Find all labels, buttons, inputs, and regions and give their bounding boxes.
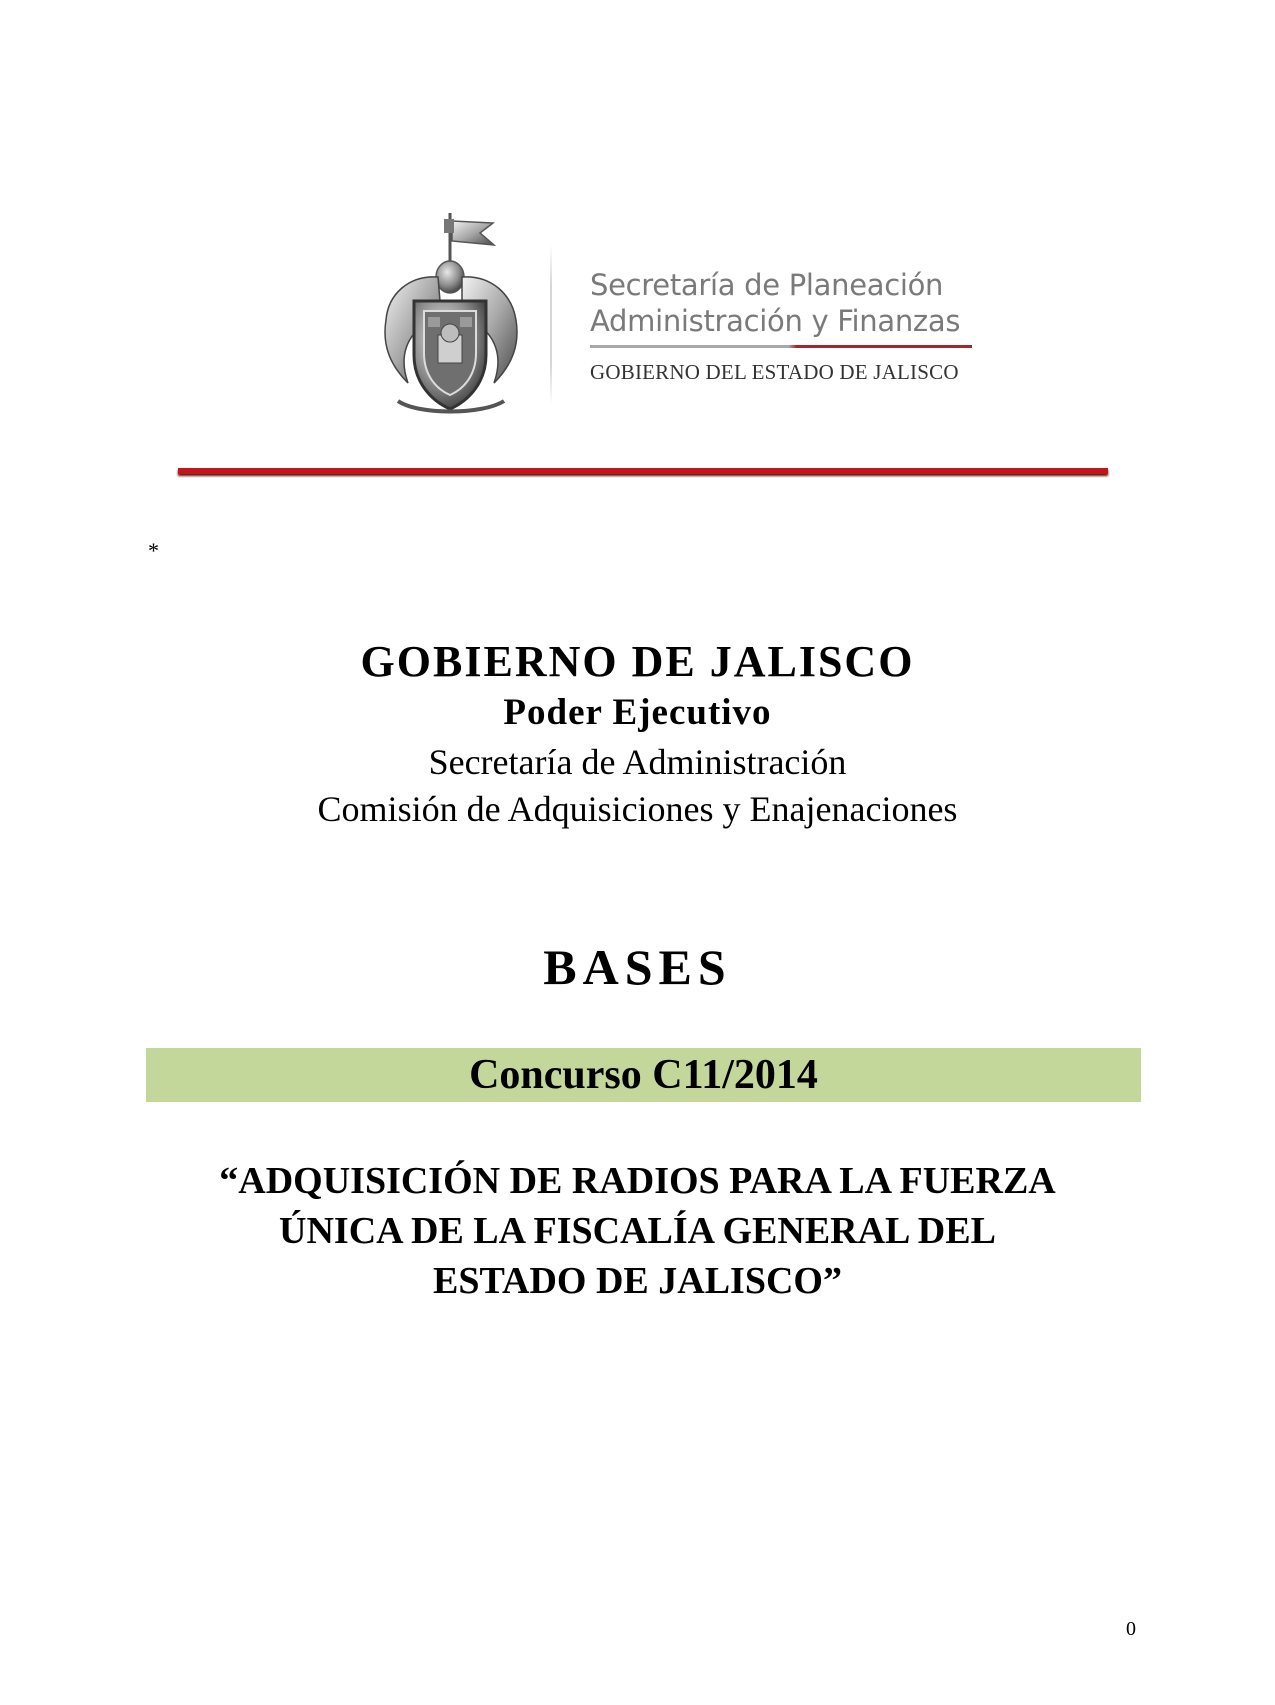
logo-secretariat-line2: Administración y Finanzas [590, 304, 961, 338]
logo-rule [590, 345, 972, 348]
header-red-rule [178, 468, 1108, 474]
page-number: 0 [1126, 1618, 1136, 1640]
subject-line-3: ESTADO DE JALISCO” [433, 1260, 842, 1302]
government-title: GOBIERNO DE JALISCO [360, 637, 915, 686]
logo-divider [550, 245, 552, 405]
subject-block [100, 1156, 1175, 1306]
secretariat-title: Secretaría de Administración [428, 742, 847, 782]
contest-band [146, 1048, 1141, 1102]
document-title: BASES [543, 939, 732, 995]
subject-line-2: ÚNICA DE LA FISCALÍA GENERAL DEL [279, 1210, 996, 1252]
jalisco-coat-of-arms-icon [368, 205, 538, 420]
header-logo [368, 205, 988, 425]
commission-title: Comisión de Adquisiciones y Enajenaciones [317, 789, 958, 829]
asterisk-mark: * [148, 538, 159, 563]
logo-government-name: GOBIERNO DEL ESTADO DE JALISCO [590, 360, 959, 384]
subject-line-1: “ADQUISICIÓN DE RADIOS PARA LA FUERZA [219, 1160, 1056, 1202]
contest-number: Concurso C11/2014 [469, 1052, 818, 1098]
logo-secretariat-line1: Secretaría de Planeación [590, 268, 944, 302]
logo-text [590, 267, 990, 385]
executive-branch-title: Poder Ejecutivo [503, 692, 772, 733]
